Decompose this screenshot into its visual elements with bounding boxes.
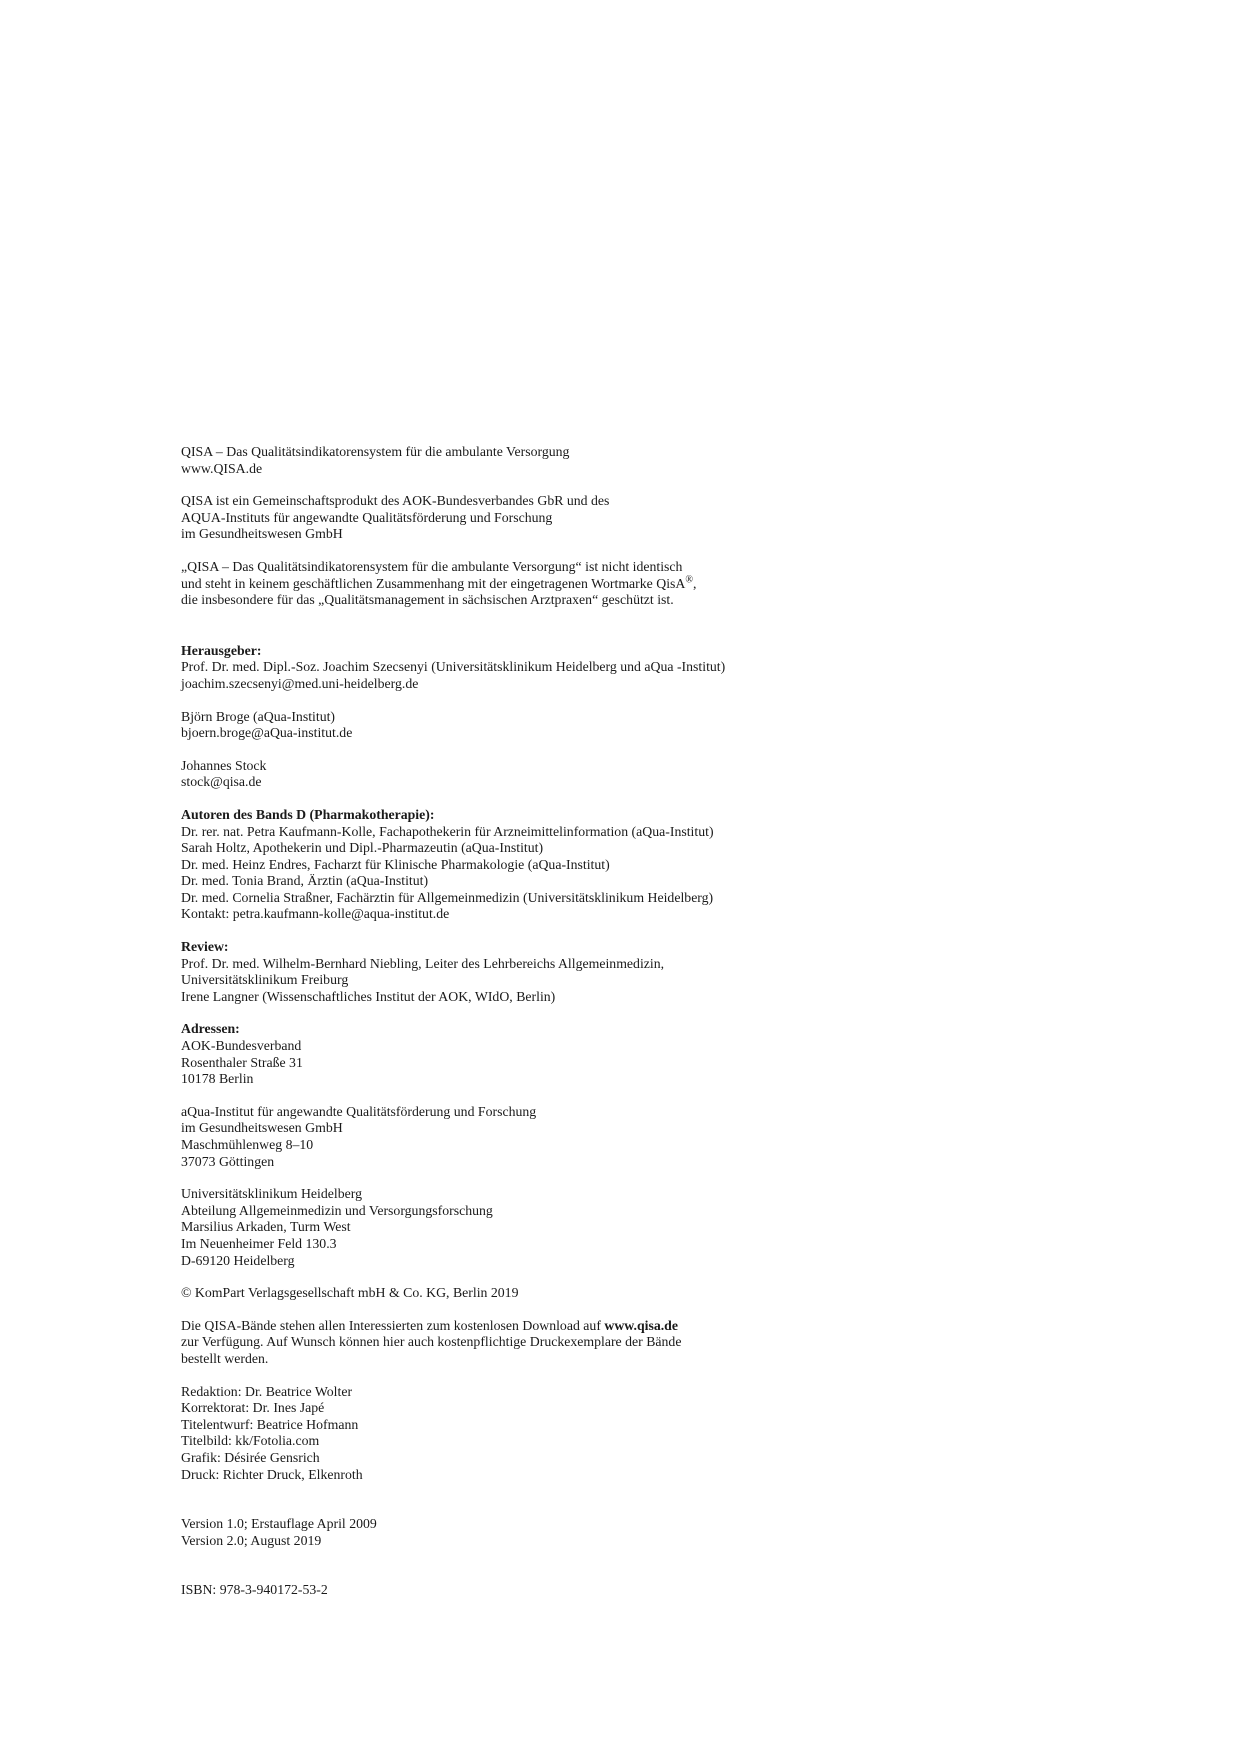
publisher-name: Prof. Dr. med. Dipl.-Soz. Joachim Szecsenyi (Universitätsklinikum Heidelberg und aQua -Institut) (181, 659, 726, 675)
joint-product-line: QISA ist ein Gemeinschaftsprodukt des AOK-Bundesverbandes GbR und des (181, 493, 610, 509)
credit-line: Titelbild: kk/Fotolia.com (181, 1433, 320, 1449)
intro-title: QISA – Das Qualitätsindikatorensystem für die ambulante Versorgung (181, 444, 570, 459)
address-line: Universitätsklinikum Heidelberg (181, 1186, 362, 1202)
credit-line: Titelentwurf: Beatrice Hofmann (181, 1416, 359, 1432)
version-history (181, 1516, 1081, 1549)
version-line: Version 2.0; August 2019 (181, 1532, 322, 1548)
author-line: Dr. rer. nat. Petra Kaufmann-Kolle, Fachapothekerin für Arzneimittelinformation (aQua-Institut) (181, 823, 714, 839)
disclaimer-line-punct: , (692, 575, 697, 591)
intro-section (181, 444, 1081, 477)
author-line: Dr. med. Cornelia Straßner, Fachärztin für Allgemeinmedizin (Universitätsklinikum Heidelberg) (181, 889, 714, 905)
copyright-line: © KomPart Verlagsgesellschaft mbH & Co. KG, Berlin 2019 (181, 1285, 519, 1301)
address-line: im Gesundheitswesen GmbH (181, 1120, 343, 1136)
qisa-download-link[interactable]: www.qisa.de (604, 1317, 678, 1333)
authors-heading: Autoren des Bands D (Pharmakotherapie): (181, 806, 435, 822)
address-line: Abteilung Allgemeinmedizin und Versorgungsforschung (181, 1202, 493, 1218)
address-line: Maschmühlenweg 8–10 (181, 1137, 314, 1152)
download-line: zur Verfügung. Auf Wunsch können hier auch kostenpflichtige Druckexemplare der Bände (181, 1334, 682, 1350)
disclaimer-line (181, 573, 1081, 593)
address-line: D-69120 Heidelberg (181, 1252, 295, 1268)
download-text: Die QISA-Bände stehen allen Interessierten zum kostenlosen Download auf (181, 1317, 605, 1333)
address-line: 10178 Berlin (181, 1071, 254, 1087)
publisher-email[interactable]: bjoern.broge@aQua-institut.de (181, 725, 353, 741)
publishers-section (181, 643, 1081, 791)
copyright-notice (181, 1285, 1081, 1302)
address-line: AOK-Bundesverband (181, 1038, 302, 1054)
joint-product-line: AQUA-Instituts für angewandte Qualitätsförderung und Forschung (181, 509, 553, 525)
isbn-section (181, 1582, 1081, 1599)
review-heading: Review: (181, 939, 229, 955)
intro-website-link[interactable]: www.QISA.de (181, 460, 263, 476)
credit-line: Grafik: Désirée Gensrich (181, 1449, 320, 1465)
addresses-section (181, 1021, 1081, 1269)
version-line: Version 1.0; Erstauflage April 2009 (181, 1516, 377, 1532)
author-line: Dr. med. Heinz Endres, Facharzt für Klinische Pharmakologie (aQua-Institut) (181, 856, 610, 872)
joint-product-line: im Gesundheitswesen GmbH (181, 526, 343, 542)
reviewer-line: Universitätsklinikum Freiburg (181, 972, 349, 988)
address-line: Marsilius Arkaden, Turm West (181, 1219, 351, 1235)
author-contact[interactable]: Kontakt: petra.kaufmann-kolle@aqua-institut.de (181, 906, 450, 922)
disclaimer-line-text: und steht in keinem geschäftlichen Zusammenhang mit der eingetragenen Wortmarke QisA (181, 575, 686, 591)
registered-mark: ® (685, 573, 693, 585)
credit-line: Korrektorat: Dr. Ines Japé (181, 1400, 325, 1416)
review-section (181, 939, 1081, 1005)
disclaimer-line: „QISA – Das Qualitätsindikatorensystem für die ambulante Versorgung“ ist nicht identisch (181, 558, 683, 574)
addresses-heading: Adressen: (181, 1021, 240, 1037)
authors-section (181, 807, 1081, 923)
publisher-email[interactable]: stock@qisa.de (181, 774, 262, 790)
address-line: Im Neuenheimer Feld 130.3 (181, 1235, 337, 1251)
address-line: 37073 Göttingen (181, 1153, 275, 1169)
download-line (181, 1318, 1081, 1335)
publishers-heading: Herausgeber: (181, 642, 262, 658)
publisher-name: Johannes Stock (181, 757, 267, 773)
address-line: Rosenthaler Straße 31 (181, 1054, 303, 1070)
trademark-disclaimer (181, 559, 1081, 609)
credits-section (181, 1384, 1081, 1484)
isbn-line: ISBN: 978-3-940172-53-2 (181, 1582, 328, 1598)
reviewer-line: Prof. Dr. med. Wilhelm-Bernhard Niebling, Leiter des Lehrbereichs Allgemeinmedizin, (181, 955, 665, 971)
publisher-name: Björn Broge (aQua-Institut) (181, 708, 336, 724)
publisher-email[interactable]: joachim.szecsenyi@med.uni-heidelberg.de (181, 675, 419, 691)
reviewer-line: Irene Langner (Wissenschaftliches Institut der AOK, WIdO, Berlin) (181, 988, 556, 1004)
imprint-page (181, 444, 1081, 1599)
author-line: Dr. med. Tonia Brand, Ärztin (aQua-Institut) (181, 873, 429, 889)
joint-product-text (181, 493, 1081, 543)
disclaimer-line: die insbesondere für das „Qualitätsmanagement in sächsischen Arztpraxen“ geschützt ist. (181, 592, 674, 608)
address-line: aQua-Institut für angewandte Qualitätsförderung und Forschung (181, 1103, 537, 1119)
download-notice (181, 1318, 1081, 1368)
credit-line: Druck: Richter Druck, Elkenroth (181, 1466, 363, 1482)
credit-line: Redaktion: Dr. Beatrice Wolter (181, 1383, 353, 1399)
download-line: bestellt werden. (181, 1350, 269, 1366)
author-line: Sarah Holtz, Apothekerin und Dipl.-Pharmazeutin (aQua-Institut) (181, 840, 544, 856)
